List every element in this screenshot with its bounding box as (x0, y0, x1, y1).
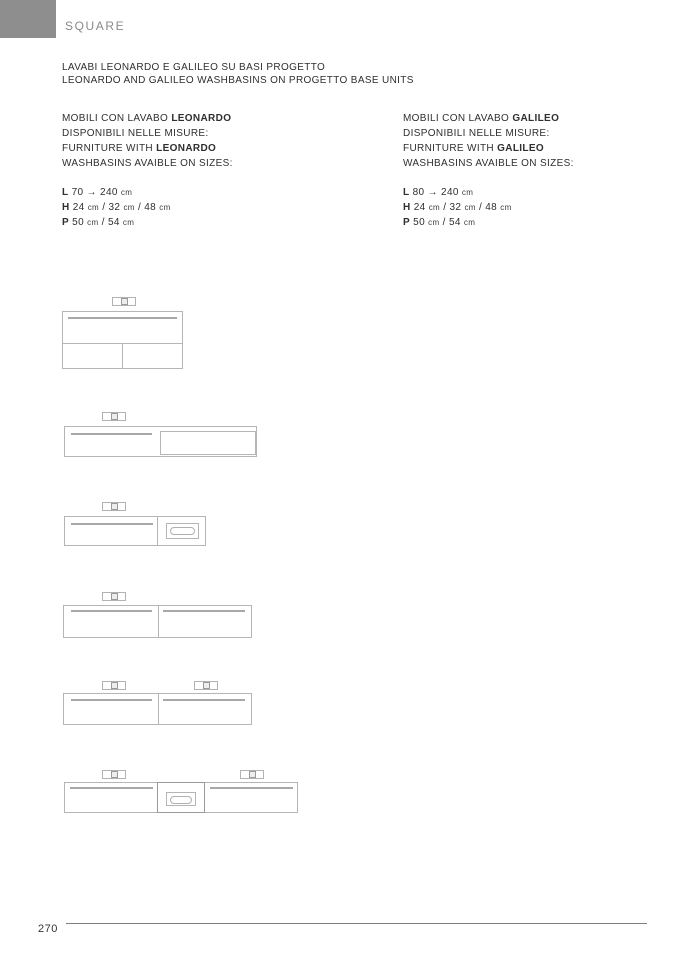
intro-line: MOBILI CON LAVABO LEONARDO (62, 113, 232, 124)
intro-line: WASHBASINS AVAIBLE ON SIZES: (62, 158, 233, 169)
faucet-icon (194, 681, 218, 690)
basin-line (71, 523, 153, 525)
page-title-en: LEONARDO AND GALILEO WASHBASINS ON PROGETTO BASE UNITS (62, 74, 414, 86)
basin-line (71, 433, 152, 435)
basin-line (71, 610, 152, 612)
handle-capsule (170, 796, 192, 804)
handle-capsule (170, 527, 195, 535)
faucet-icon (240, 770, 264, 779)
dimension-line-h: H 24 cm / 32 cm / 48 cm (403, 202, 512, 213)
faucet-spout (249, 771, 256, 778)
divider-line (158, 605, 159, 638)
faucet-spout (203, 682, 210, 689)
leonardo-info-column (62, 111, 233, 230)
brand-tab (0, 0, 56, 38)
basin-top-unit (62, 311, 183, 344)
basin-line (70, 787, 153, 789)
faucet-icon (102, 681, 126, 690)
series-label: SQUARE (65, 19, 126, 33)
intro-line: DISPONIBILI NELLE MISURE: (62, 128, 209, 139)
dimension-line-l: L 80 → 240 cm (403, 187, 474, 198)
faucet-icon (102, 412, 126, 421)
faucet-icon (112, 297, 136, 306)
faucet-spout (111, 503, 118, 510)
faucet-icon (102, 502, 126, 511)
basin-line (163, 610, 245, 612)
basin-line (163, 699, 245, 701)
basin-line (71, 699, 152, 701)
footer-rule (66, 923, 647, 924)
intro-line: FURNITURE WITH LEONARDO (62, 143, 217, 154)
dimension-line-p: P 50 cm / 54 cm (403, 217, 476, 228)
divider-line (157, 516, 158, 546)
faucet-icon (102, 770, 126, 779)
dimension-line-h: H 24 cm / 32 cm / 48 cm (62, 202, 171, 213)
dimensions-block (403, 185, 574, 230)
faucet-spout (111, 682, 118, 689)
intro-line: FURNITURE WITH GALILEO (403, 143, 545, 154)
intro-line: MOBILI CON LAVABO GALILEO (403, 113, 560, 124)
page-title (62, 62, 414, 87)
drawer-front-left (62, 343, 123, 369)
dimension-line-l: L 70 → 240 cm (62, 187, 133, 198)
faucet-icon (102, 592, 126, 601)
page-number: 270 (38, 923, 58, 935)
faucet-spout (121, 298, 128, 305)
basin-line (68, 317, 177, 319)
page-title-it: LAVABI LEONARDO E GALILEO SU BASI PROGETTO (62, 62, 326, 73)
galileo-info-column (403, 111, 574, 230)
faucet-spout (111, 413, 118, 420)
faucet-spout (111, 593, 118, 600)
basin-line (210, 787, 293, 789)
dimension-line-p: P 50 cm / 54 cm (62, 217, 135, 228)
drawer-front-right (122, 343, 183, 369)
side-cabinet-box (160, 431, 256, 455)
dimensions-block (62, 185, 233, 230)
divider-line (158, 693, 159, 725)
intro-line: DISPONIBILI NELLE MISURE: (403, 128, 550, 139)
faucet-spout (111, 771, 118, 778)
intro-line: WASHBASINS AVAIBLE ON SIZES: (403, 158, 574, 169)
